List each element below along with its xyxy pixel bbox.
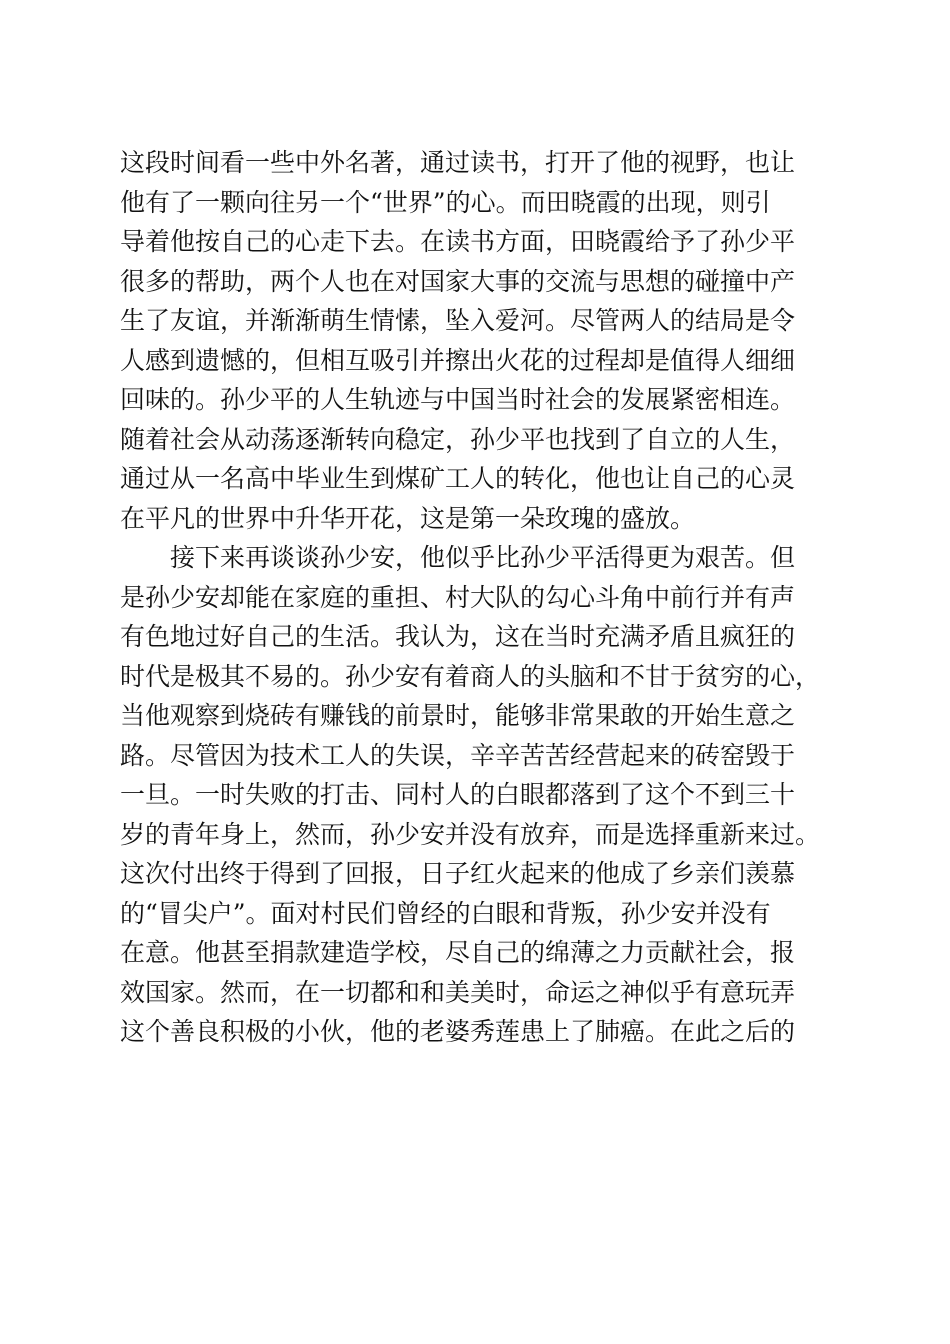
body-text [120, 143, 840, 1052]
text-line: 导着他按自己的心走下去。在读书方面，田晓霞给予了孙少平 [120, 227, 796, 256]
text-line: 很多的帮助，两个人也在对国家大事的交流与思想的碰撞中产 [120, 266, 796, 296]
text-line: 随着社会从动荡逐渐转向稳定，孙少平也找到了自立的人生， [120, 424, 796, 454]
text-line: 在意。他甚至捐款建造学校，尽自己的绵薄之力贡献社会，报 [120, 938, 796, 967]
text-line: 效国家。然而，在一切都和和美美时，命运之神似乎有意玩弄 [120, 977, 796, 1007]
text-line: 他有了一颗向往另一个“世界”的心。而田晓霞的出现，则引 [120, 187, 771, 217]
text-line: 人感到遗憾的，但相互吸引并擦出火花的过程却是值得人细细 [120, 345, 796, 375]
text-line: 回味的。孙少平的人生轨迹与中国当时社会的发展紧密相连。 [120, 385, 796, 414]
paragraph-start-line: 接下来再谈谈孙少安，他似乎比孙少平活得更为艰苦。但 [170, 543, 796, 572]
text-line: 路。尽管因为技术工人的失误，辛辛苦苦经营起来的砖窑毁于 [120, 740, 796, 770]
text-line: 这个善良积极的小伙，他的老婆秀莲患上了肺癌。在此之后的 [120, 1017, 796, 1046]
text-line: 是孙少安却能在家庭的重担、村大队的勾心斗角中前行并有声 [120, 582, 796, 612]
text-line: 岁的青年身上，然而，孙少安并没有放弃，而是选择重新来过。 [120, 819, 821, 849]
text-line: 通过从一名高中毕业生到煤矿工人的转化，他也让自己的心灵 [120, 464, 796, 493]
text-line: 当他观察到烧砖有赚钱的前景时，能够非常果敢的开始生意之 [120, 701, 796, 730]
text-line: 这段时间看一些中外名著，通过读书，打开了他的视野，也让 [120, 148, 796, 177]
text-line: 在平凡的世界中升华开花，这是第一朵玫瑰的盛放。 [120, 503, 696, 533]
text-line: 这次付出终于得到了回报，日子红火起来的他成了乡亲们羡慕 [120, 859, 796, 888]
text-line: 的“冒尖户”。面对村民们曾经的白眼和背叛，孙少安并没有 [120, 898, 771, 928]
text-line: 时代是极其不易的。孙少安有着商人的头脑和不甘于贫穷的心， [120, 661, 821, 691]
text-line: 生了友谊，并渐渐萌生情愫，坠入爱河。尽管两人的结局是令 [120, 306, 796, 335]
text-line: 有色地过好自己的生活。我认为，这在当时充满矛盾且疯狂的 [120, 622, 796, 651]
text-line: 一旦。一时失败的打击、同村人的白眼都落到了这个不到三十 [120, 780, 796, 809]
